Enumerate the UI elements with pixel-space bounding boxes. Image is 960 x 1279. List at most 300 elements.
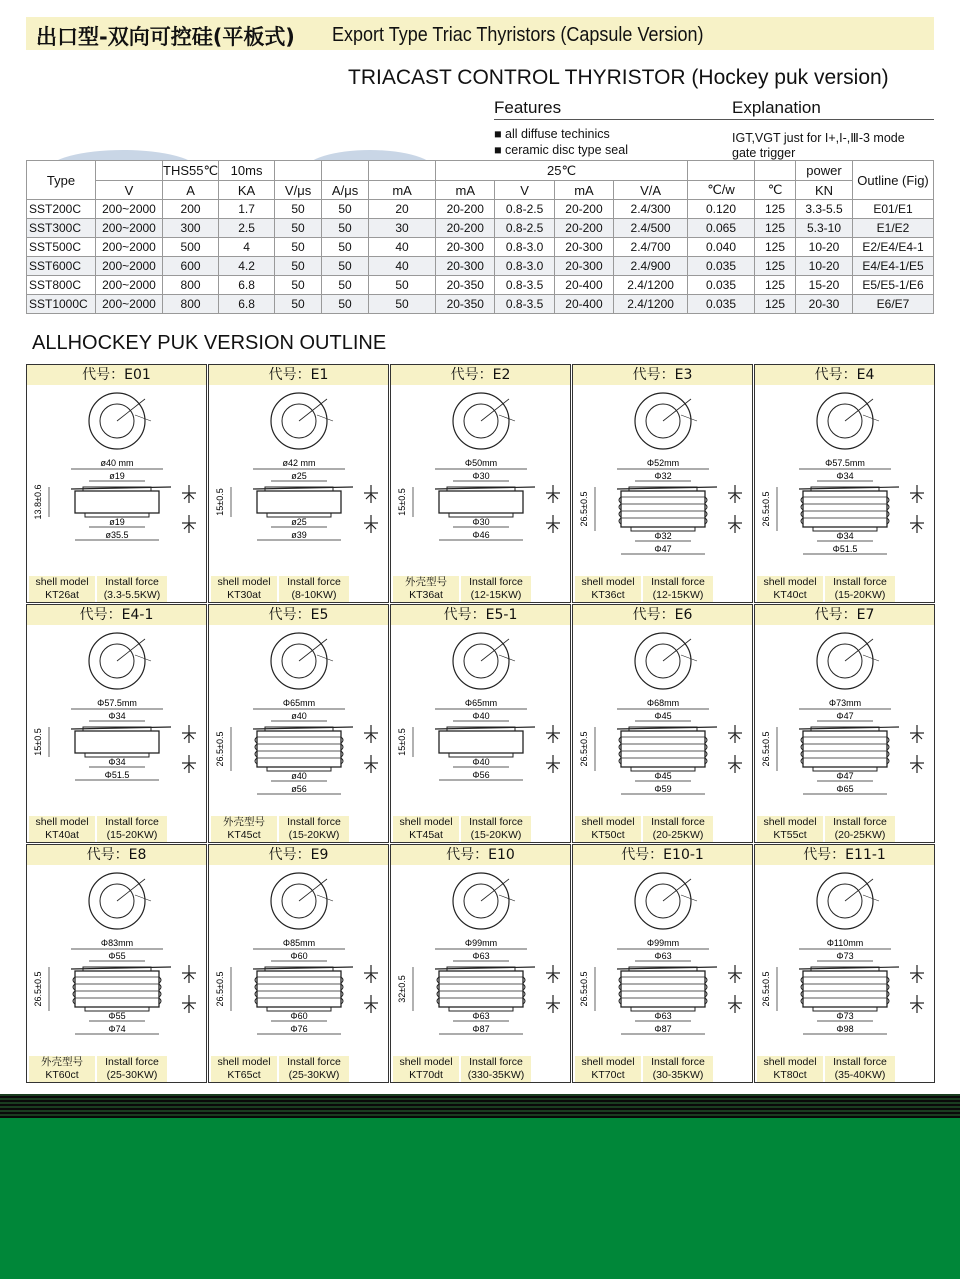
gate-lead	[299, 639, 327, 661]
features-divider	[494, 119, 934, 120]
shell-label: shell model	[581, 576, 635, 588]
table-cell: 50	[275, 238, 322, 257]
mid-diameter: ø25	[291, 471, 307, 481]
bottom-diameter: Φ40	[472, 757, 490, 767]
gate-lead	[117, 639, 145, 661]
height-dim: 15±0.5	[397, 488, 407, 516]
outline-footer	[755, 816, 934, 842]
triac-symbol-icon	[182, 485, 196, 533]
table-row	[27, 238, 934, 257]
outline-cell	[390, 364, 571, 603]
table-cell: 50	[322, 295, 369, 314]
table-cell: 0.120	[688, 200, 755, 219]
col-outline: Outline (Fig)	[853, 161, 934, 200]
table-cell: 200~2000	[96, 276, 163, 295]
outline-cell	[26, 604, 207, 843]
table-cell: 0.035	[688, 257, 755, 276]
triac-symbol-icon	[182, 725, 196, 773]
table-cell: 3.3-5.5	[796, 200, 853, 219]
bottom-diameter: Φ34	[836, 531, 854, 541]
table-cell: 0.8-3.5	[495, 276, 554, 295]
unit-cell: V	[495, 181, 554, 200]
table-cell: E1/E2	[853, 219, 934, 238]
table-cell: 50	[369, 276, 436, 295]
bottom-diameter: ø19	[109, 517, 125, 527]
unit-cell: V/A	[614, 181, 688, 200]
shell-model: KT60ct	[45, 1069, 79, 1081]
table-cell: 20-200	[554, 200, 613, 219]
table-cell: 50	[322, 200, 369, 219]
base-diameter: Φ98	[836, 1024, 854, 1034]
shell-model: KT36at	[409, 589, 443, 601]
col-ths: THS55℃	[163, 161, 219, 181]
gate-lead	[663, 639, 691, 661]
top-diameter: Φ65mm	[464, 698, 498, 708]
shell-label: shell model	[581, 816, 635, 828]
outline-drawing	[755, 865, 935, 1058]
outline-footer	[209, 816, 388, 842]
outline-footer	[391, 1056, 570, 1082]
install-force: (25-30KW)	[288, 1069, 340, 1081]
feature-item: ■ ceramic disc type seal	[494, 143, 628, 157]
height-dim: 26.5±0.5	[215, 731, 225, 767]
footer-stripes	[0, 1094, 960, 1118]
top-diameter: Φ73mm	[828, 698, 862, 708]
shell-label: shell model	[763, 816, 817, 828]
gate-lead	[663, 399, 691, 421]
table-cell: 50	[275, 295, 322, 314]
explanation-item: IGT,VGT just for I+,I-,Ⅲ-3 mode	[732, 131, 905, 145]
table-cell: 20-300	[436, 238, 495, 257]
table-cell: 20-30	[796, 295, 853, 314]
bottom-diameter: Φ55	[108, 1011, 126, 1021]
outline-drawing	[27, 625, 207, 818]
table-cell: 6.8	[219, 295, 275, 314]
install-force: (8-10KW)	[291, 589, 337, 601]
outline-footer	[27, 576, 206, 602]
force-label: Install force	[469, 576, 523, 588]
outline-drawing	[27, 865, 207, 1058]
outline-footer	[209, 576, 388, 602]
outline-drawing	[209, 625, 389, 818]
outline-drawing	[391, 625, 571, 818]
outline-footer	[27, 816, 206, 842]
height-dim: 26.5±0.5	[33, 971, 43, 1007]
gate-lead	[845, 879, 873, 901]
mid-diameter: Φ34	[108, 711, 126, 721]
gate-lead	[299, 879, 327, 901]
triac-symbol-icon	[728, 485, 742, 533]
top-diameter: Φ52mm	[646, 458, 680, 468]
force-label: Install force	[105, 1056, 159, 1068]
gate-lead	[481, 879, 509, 901]
explanation-heading: Explanation	[732, 98, 821, 117]
shell-label: shell model	[35, 576, 89, 588]
outline-drawing	[27, 385, 207, 578]
table-cell: 10-20	[796, 257, 853, 276]
top-diameter: Φ65mm	[282, 698, 316, 708]
top-diameter: Φ85mm	[282, 938, 316, 948]
table-cell: E01/E1	[853, 200, 934, 219]
gate-lead	[481, 399, 509, 421]
height-dim: 13.8±0.6	[33, 484, 43, 520]
shell-label: shell model	[581, 1056, 635, 1068]
table-cell: 2.4/1200	[614, 295, 688, 314]
triac-symbol-icon	[728, 965, 742, 1013]
top-diameter: Φ50mm	[464, 458, 498, 468]
install-force: (15-20KW)	[288, 829, 340, 841]
subtitle: TRIACAST CONTROL THYRISTOR (Hockey puk version)	[348, 66, 889, 89]
table-cell: 2.4/700	[614, 238, 688, 257]
unit-cell: mA	[554, 181, 613, 200]
force-label: Install force	[469, 1056, 523, 1068]
table-cell: 40	[369, 257, 436, 276]
table-cell: 15-20	[796, 276, 853, 295]
unit-cell: A/μs	[322, 181, 369, 200]
shell-label: 外壳型号	[405, 576, 447, 588]
outline-code: 代号：E4	[755, 365, 934, 385]
table-cell: 500	[163, 238, 219, 257]
top-diameter: Φ57.5mm	[825, 458, 865, 468]
shell-model: KT36ct	[591, 589, 625, 601]
outline-code: 代号：E5	[209, 605, 388, 625]
puk-body	[621, 971, 705, 1007]
gate-lead	[299, 399, 327, 421]
bottom-diameter: Φ45	[654, 771, 672, 781]
outline-cell	[754, 364, 935, 603]
outline-code: 代号：E10	[391, 845, 570, 865]
table-cell: 20-300	[436, 257, 495, 276]
table-row	[27, 295, 934, 314]
outline-drawing	[573, 625, 753, 818]
table-cell: 1.7	[219, 200, 275, 219]
outline-footer	[573, 576, 752, 602]
unit-cell: V/μs	[275, 181, 322, 200]
puk-body	[621, 491, 705, 527]
bottom-diameter: Φ63	[654, 1011, 672, 1021]
force-label: Install force	[105, 576, 159, 588]
triac-symbol-icon	[546, 965, 560, 1013]
outline-footer	[391, 576, 570, 602]
height-dim: 26.5±0.5	[761, 731, 771, 767]
base-diameter: Φ56	[472, 770, 490, 780]
table-cell: 6.8	[219, 276, 275, 295]
triac-symbol-icon	[910, 485, 924, 533]
table-cell: 50	[322, 238, 369, 257]
table-cell: 50	[322, 219, 369, 238]
install-force: (15-20KW)	[834, 589, 886, 601]
shell-model: KT30at	[227, 589, 261, 601]
table-cell: 50	[322, 276, 369, 295]
table-cell: 2.4/1200	[614, 276, 688, 295]
footer-band	[0, 1094, 960, 1279]
puk-body	[439, 731, 523, 753]
table-cell: 0.8-2.5	[495, 219, 554, 238]
table-cell: 20	[369, 200, 436, 219]
shell-label: shell model	[763, 576, 817, 588]
triac-symbol-icon	[182, 965, 196, 1013]
table-cell: 20-350	[436, 276, 495, 295]
shell-model: KT50ct	[591, 829, 625, 841]
height-dim: 32±0.5	[397, 975, 407, 1003]
puk-body	[803, 731, 887, 767]
table-cell: 200~2000	[96, 238, 163, 257]
puk-body	[257, 971, 341, 1007]
title-cn: 出口型-双向可控硅(平板式)	[36, 25, 295, 49]
outline-cell	[754, 844, 935, 1083]
top-diameter: Φ99mm	[646, 938, 680, 948]
table-cell: 200~2000	[96, 200, 163, 219]
force-label: Install force	[287, 816, 341, 828]
table-cell: E5/E5-1/E6	[853, 276, 934, 295]
base-diameter: Φ47	[654, 544, 672, 554]
title-banner	[26, 17, 934, 50]
install-force: (15-20KW)	[470, 829, 522, 841]
install-force: (20-25KW)	[834, 829, 886, 841]
outline-drawing	[755, 385, 935, 578]
top-diameter: Φ68mm	[646, 698, 680, 708]
unit-cell: mA	[369, 181, 436, 200]
install-force: (15-20KW)	[106, 829, 158, 841]
unit-cell: mA	[436, 181, 495, 200]
outline-footer	[573, 816, 752, 842]
table-cell: 20-200	[436, 219, 495, 238]
outline-cell	[208, 844, 389, 1083]
unit-cell: ℃/w	[688, 181, 755, 200]
triac-symbol-icon	[364, 485, 378, 533]
table-cell: 20-400	[554, 295, 613, 314]
outline-footer	[755, 1056, 934, 1082]
base-diameter: Φ59	[654, 784, 672, 794]
triac-symbol-icon	[910, 965, 924, 1013]
unit-cell: V	[96, 181, 163, 200]
bottom-diameter: ø25	[291, 517, 307, 527]
install-force: (25-30KW)	[106, 1069, 158, 1081]
puk-body	[439, 971, 523, 1007]
base-diameter: ø56	[291, 784, 307, 794]
outline-code: 代号：E8	[27, 845, 206, 865]
install-force: (20-25KW)	[652, 829, 704, 841]
puk-body	[75, 491, 159, 513]
table-cell: 800	[163, 295, 219, 314]
table-cell: 0.035	[688, 276, 755, 295]
title-en: Export Type Triac Thyristors (Capsule Version)	[332, 24, 704, 46]
table-cell: SST600C	[27, 257, 96, 276]
table-cell: 2.5	[219, 219, 275, 238]
table-row	[27, 257, 934, 276]
outline-code: 代号：E01	[27, 365, 206, 385]
gate-lead	[845, 639, 873, 661]
gate-lead	[117, 879, 145, 901]
shell-model: KT45ct	[227, 829, 261, 841]
shell-label: shell model	[763, 1056, 817, 1068]
shell-model: KT65ct	[227, 1069, 261, 1081]
table-cell: 40	[369, 238, 436, 257]
bottom-diameter: Φ30	[472, 517, 490, 527]
table-cell: 30	[369, 219, 436, 238]
mid-diameter: Φ45	[654, 711, 672, 721]
triac-symbol-icon	[546, 725, 560, 773]
table-cell: 4.2	[219, 257, 275, 276]
shell-model: KT70dt	[409, 1069, 443, 1081]
bottom-diameter: Φ60	[290, 1011, 308, 1021]
shell-model: KT40ct	[773, 589, 807, 601]
outline-code: 代号：E10-1	[573, 845, 752, 865]
force-label: Install force	[651, 816, 705, 828]
outline-drawing	[573, 865, 753, 1058]
height-dim: 26.5±0.5	[761, 491, 771, 527]
col-10ms: 10ms	[219, 161, 275, 181]
mid-diameter: Φ40	[472, 711, 490, 721]
puk-body	[75, 731, 159, 753]
table-cell: 125	[755, 295, 796, 314]
base-diameter: Φ65	[836, 784, 854, 794]
outline-drawing	[391, 865, 571, 1058]
table-cell: 600	[163, 257, 219, 276]
height-dim: 15±0.5	[215, 488, 225, 516]
table-cell: 0.8-3.5	[495, 295, 554, 314]
outline-cell	[572, 604, 753, 843]
table-cell: 0.035	[688, 295, 755, 314]
triac-symbol-icon	[728, 725, 742, 773]
outline-code: 代号：E4-1	[27, 605, 206, 625]
table-cell: 20-300	[554, 257, 613, 276]
table-cell: 0.8-2.5	[495, 200, 554, 219]
puk-body	[75, 971, 159, 1007]
install-force: (330-35KW)	[467, 1069, 525, 1081]
mid-diameter: Φ34	[836, 471, 854, 481]
shell-model: KT80ct	[773, 1069, 807, 1081]
height-dim: 26.5±0.5	[579, 731, 589, 767]
triac-symbol-icon	[910, 725, 924, 773]
top-diameter: Φ83mm	[100, 938, 134, 948]
outline-code: 代号：E7	[755, 605, 934, 625]
table-cell: 20-400	[554, 276, 613, 295]
outline-footer	[209, 1056, 388, 1082]
mid-diameter: ø40	[291, 711, 307, 721]
height-dim: 15±0.5	[33, 728, 43, 756]
table-cell: 0.8-3.0	[495, 257, 554, 276]
shell-model: KT40at	[45, 829, 79, 841]
base-diameter: Φ74	[108, 1024, 126, 1034]
table-row	[27, 200, 934, 219]
outline-footer	[755, 576, 934, 602]
outline-cell	[390, 604, 571, 843]
outline-drawing	[573, 385, 753, 578]
table-cell: 200~2000	[96, 257, 163, 276]
table-cell: E6/E7	[853, 295, 934, 314]
unit-cell: A	[163, 181, 219, 200]
outline-code: 代号：E5-1	[391, 605, 570, 625]
shell-label: shell model	[217, 576, 271, 588]
explanation-item: gate trigger	[732, 146, 796, 160]
install-force: (12-15KW)	[470, 589, 522, 601]
bottom-diameter: Φ63	[472, 1011, 490, 1021]
outline-cell	[754, 604, 935, 843]
height-dim: 15±0.5	[397, 728, 407, 756]
outline-cell	[26, 844, 207, 1083]
spec-table	[26, 160, 934, 314]
table-cell: 2.4/500	[614, 219, 688, 238]
bottom-diameter: Φ73	[836, 1011, 854, 1021]
gate-lead	[663, 879, 691, 901]
outline-drawing	[755, 625, 935, 818]
table-cell: 800	[163, 276, 219, 295]
table-cell: 50	[275, 200, 322, 219]
base-diameter: Φ51.5	[104, 770, 130, 780]
mid-diameter: Φ30	[472, 471, 490, 481]
table-cell: 200~2000	[96, 295, 163, 314]
outline-section-title: ALLHOCKEY PUK VERSION OUTLINE	[32, 332, 387, 354]
table-cell: SST500C	[27, 238, 96, 257]
top-diameter: ø42 mm	[282, 458, 316, 468]
table-cell: SST300C	[27, 219, 96, 238]
unit-cell: KA	[219, 181, 275, 200]
force-label: Install force	[833, 576, 887, 588]
mid-diameter: Φ32	[654, 471, 672, 481]
force-label: Install force	[287, 1056, 341, 1068]
outline-cell	[208, 604, 389, 843]
table-row	[27, 219, 934, 238]
force-label: Install force	[287, 576, 341, 588]
table-cell: 125	[755, 238, 796, 257]
height-dim: 26.5±0.5	[579, 491, 589, 527]
table-cell: 50	[275, 219, 322, 238]
outline-grid	[26, 364, 936, 1084]
unit-cell: ℃	[755, 181, 796, 200]
triac-symbol-icon	[546, 485, 560, 533]
outline-code: 代号：E11-1	[755, 845, 934, 865]
table-cell: 5.3-10	[796, 219, 853, 238]
install-force: (12-15KW)	[652, 589, 704, 601]
bottom-diameter: Φ47	[836, 771, 854, 781]
table-cell: 20-200	[436, 200, 495, 219]
top-diameter: Φ57.5mm	[97, 698, 137, 708]
force-label: Install force	[651, 576, 705, 588]
col-25c: 25℃	[436, 161, 688, 181]
bottom-diameter: Φ32	[654, 531, 672, 541]
shell-model: KT70ct	[591, 1069, 625, 1081]
table-cell: 300	[163, 219, 219, 238]
height-dim: 26.5±0.5	[215, 971, 225, 1007]
top-diameter: ø40 mm	[100, 458, 134, 468]
force-label: Install force	[105, 816, 159, 828]
mid-diameter: Φ47	[836, 711, 854, 721]
force-label: Install force	[651, 1056, 705, 1068]
outline-drawing	[209, 385, 389, 578]
table-cell: 2.4/300	[614, 200, 688, 219]
table-cell: 200~2000	[96, 219, 163, 238]
table-cell: 20-200	[554, 219, 613, 238]
table-cell: 125	[755, 276, 796, 295]
gate-lead	[117, 399, 145, 421]
table-cell: 50	[369, 295, 436, 314]
features-heading: Features	[494, 98, 562, 117]
table-cell: E4/E4-1/E5	[853, 257, 934, 276]
outline-cell	[572, 844, 753, 1083]
table-cell: E2/E4/E4-1	[853, 238, 934, 257]
table-cell: 125	[755, 219, 796, 238]
unit-cell: KN	[796, 181, 853, 200]
force-label: Install force	[833, 816, 887, 828]
table-cell: 20-350	[436, 295, 495, 314]
outline-cell	[390, 844, 571, 1083]
table-cell: 4	[219, 238, 275, 257]
table-cell: 125	[755, 257, 796, 276]
mid-diameter: Φ63	[472, 951, 490, 961]
shell-label: 外壳型号	[223, 816, 265, 828]
shell-label: shell model	[399, 816, 453, 828]
